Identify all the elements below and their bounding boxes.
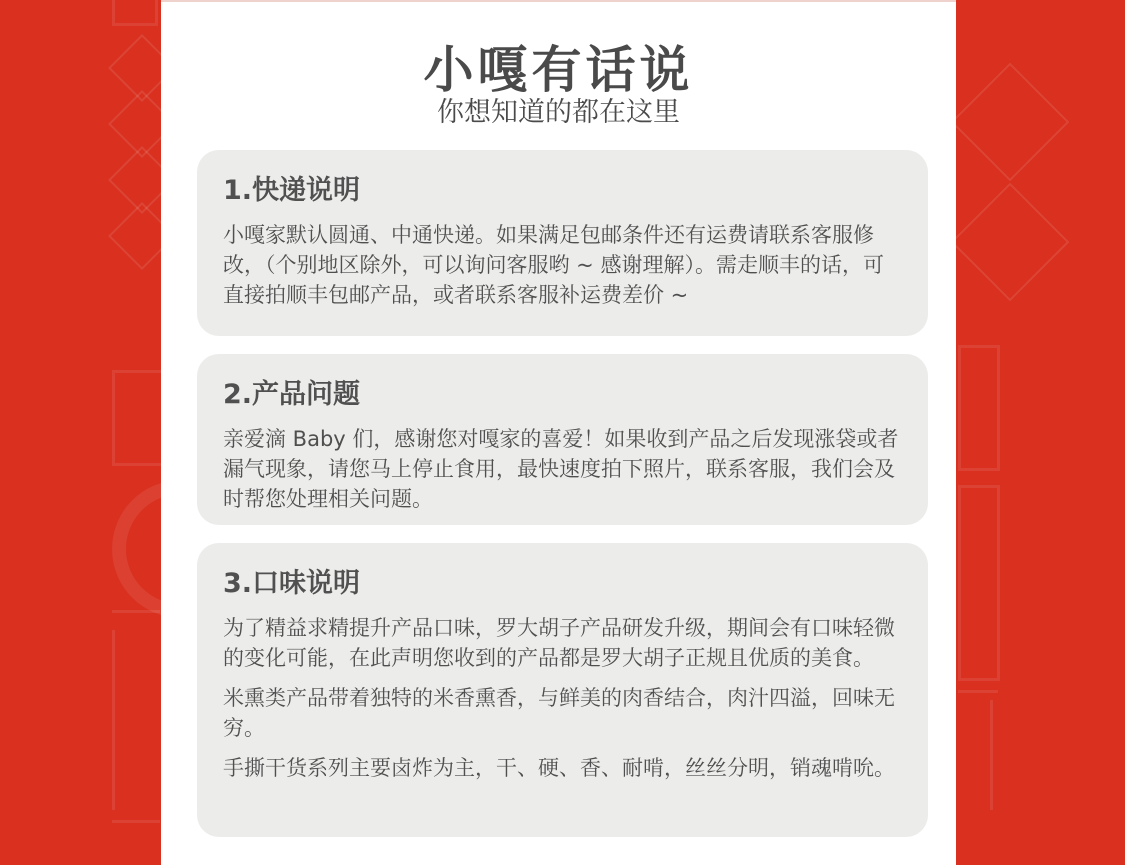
- shipping-info-card: [197, 150, 928, 336]
- page-subtitle: 你想知道的都在这里: [437, 97, 680, 128]
- card-text: 米熏类产品带着独特的米香熏香，与鲜美的肉香结合，肉汁四溢，回味无穷。: [223, 686, 895, 740]
- page-title: 小嘎有话说: [423, 40, 694, 99]
- card-heading: 1.快递说明: [223, 175, 361, 206]
- content-panel: [161, 0, 956, 865]
- card-heading: 3.口味说明: [223, 568, 361, 599]
- card-text: 为了精益求精提升产品口味，罗大胡子产品研发升级，期间会有口味轻微的变化可能，在此声明您收到的产品都是罗大胡子正规且优质的美食。: [223, 616, 895, 670]
- card-text: 手撕干货系列主要卤炸为主，干、硬、香、耐啃，丝丝分明，销魂啃吮。: [223, 756, 895, 780]
- product-issue-card: [197, 354, 928, 525]
- card-heading: 2.产品问题: [223, 379, 361, 410]
- flavor-info-card: [197, 543, 928, 837]
- card-text: 小嘎家默认圆通、中通快递。如果满足包邮条件还有运费请联系客服修改，（个别地区除外，可以询问客服哟 ~ 感谢理解）。需走顺丰的话，可直接拍顺丰包邮产品，或者联系客服补运费差价 ~: [223, 223, 884, 307]
- card-text: 亲爱滴 Baby 们，感谢您对嘎家的喜爱！如果收到产品之后发现涨袋或者漏气现象，请您马上停止食用，最快速度拍下照片，联系客服，我们会及时帮您处理相关问题。: [223, 427, 899, 511]
